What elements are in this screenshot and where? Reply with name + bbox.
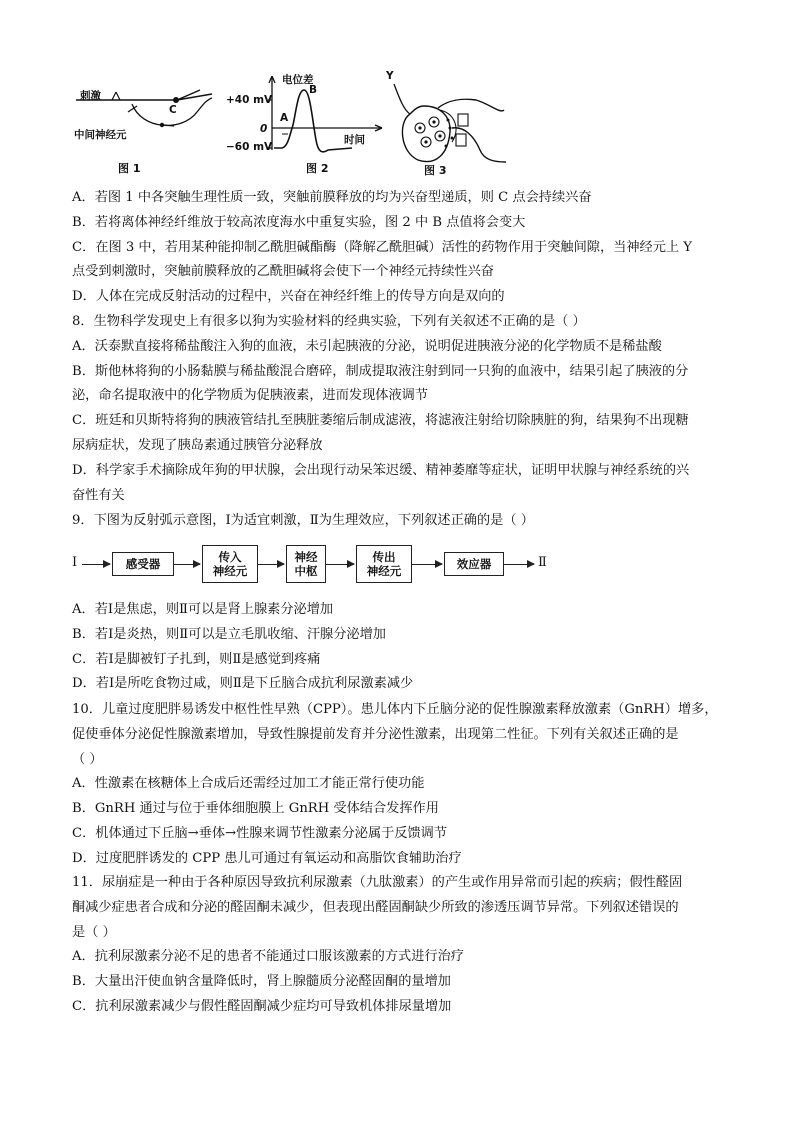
q8-option-c-cont: 尿病症状，发现了胰岛素通过胰管分泌释放	[72, 437, 323, 453]
figure-3-diagram	[384, 70, 512, 170]
flow-box-receptor	[112, 552, 174, 576]
flow-box-receptor-label: 感受器	[125, 557, 161, 571]
q11-option-b: B．大量出汗使血钠含量降低时，肾上腺髓质分泌醛固酮的量增加	[72, 974, 451, 990]
q11-option-c: C．抗利尿激素减少与假性醛固酮减少症均可导致机体排尿量增加	[72, 998, 452, 1014]
fig2-tick-bottom: −60 mV	[226, 141, 273, 153]
q10-stem-3: （ ）	[72, 751, 103, 767]
q9-options	[72, 598, 732, 697]
q8-option-c: C．班廷和贝斯特将狗的胰液管结扎至胰脏萎缩后制成滤液，将滤液注射给切除胰脏的狗，结果狗不出现糖	[72, 413, 689, 429]
q10-option-b: B．GnRH 通过与位于垂体细胞膜上 GnRH 受体结合发挥作用	[72, 801, 439, 817]
q9-stem: 9．下图为反射弧示意图，Ⅰ为适宜刺激，Ⅱ为生理效应，下列叙述正确的是（ ）	[72, 513, 534, 528]
q7-option-d: D．人体在完成反射活动的过程中，兴奋在神经纤维上的传导方向是双向的	[72, 289, 505, 305]
fig3-caption: 图 3	[424, 164, 447, 177]
q7-option-c: C．在图 3 中，若用某种能抑制乙酰胆碱酯酶（降解乙酰胆碱）活性的药物作用于突触间隙，当神经元上 Y	[72, 239, 693, 255]
question-8	[72, 310, 732, 508]
q11-stem-3: 是（ ）	[72, 924, 116, 940]
q8-stem: 8．生物科学发现史上有很多以狗为实验材料的经典实验，下列有关叙述不正确的是（ ）	[72, 314, 586, 329]
fig1-caption: 图 1	[118, 162, 141, 175]
flow-box-center	[286, 545, 326, 583]
q9-option-b: B．若Ⅰ是炎热，则Ⅱ可以是立毛肌收缩、汗腺分泌增加	[72, 626, 386, 642]
fig1-neuron-label: 中间神经元	[74, 129, 127, 141]
fig2-point-b: B	[309, 84, 318, 96]
q10-stem-1: 10．儿童过度肥胖易诱发中枢性性早熟（CPP）。患儿体内下丘脑分泌的促性腺激素释放激素（GnRH）增多，	[72, 702, 718, 717]
figure-3	[384, 70, 512, 182]
q8-option-d: D．科学家手术摘除成年狗的甲状腺，会出现行动呆笨迟缓、精神萎靡等症状，证明甲状腺与神经系统的兴	[72, 462, 690, 478]
figure-1-diagram	[72, 70, 222, 170]
q9-option-a: A．若Ⅰ是焦虑，则Ⅱ可以是肾上腺素分泌增加	[72, 602, 334, 617]
flow-arrow	[326, 564, 354, 565]
q11-stem-1: 11．尿崩症是一种由于各种原因导致抗利尿激素（九肽激素）的产生或作用异常而引起的疾病；假性醛固	[72, 875, 683, 890]
flow-box-afferent-line2: 神经元	[212, 564, 248, 578]
flow-arrow	[258, 564, 284, 565]
fig2-tick-zero: 0	[260, 123, 268, 135]
flow-box-afferent-line1: 传入	[218, 550, 242, 564]
fig3-point-y: Y	[386, 70, 394, 82]
flow-end-label: Ⅱ	[538, 555, 547, 570]
flow-box-efferent-line1: 传出	[372, 550, 396, 564]
fig1-point-c-label: C	[169, 104, 177, 116]
reflex-arc-diagram	[72, 543, 552, 589]
flow-box-effector	[444, 552, 504, 576]
figure-2	[222, 70, 387, 182]
q10-option-a: A．性激素在核糖体上合成后还需经过加工才能正常行使功能	[72, 776, 425, 792]
fig2-point-a: A	[280, 112, 289, 124]
question-9	[72, 509, 732, 534]
q7-options	[72, 186, 732, 310]
flow-arrow	[504, 564, 534, 565]
q8-option-d-cont: 奋性有关	[72, 487, 125, 503]
fig2-ylabel: 电位差	[282, 74, 314, 86]
figure-1	[72, 70, 222, 182]
q8-option-b-cont: 泌，命名提取液中的化学物质为促胰液素，进而发现体液调节	[72, 388, 429, 404]
fig2-caption: 图 2	[306, 162, 329, 175]
q11-option-a: A．抗利尿激素分泌不足的患者不能通过口服该激素的方式进行治疗	[72, 949, 464, 965]
flow-arrow	[174, 564, 200, 565]
flow-box-efferent	[356, 545, 412, 583]
flow-box-efferent-line2: 神经元	[366, 564, 402, 578]
flow-box-center-line1: 神经	[294, 550, 318, 564]
fig1-stimulus-label: 刺激	[80, 90, 101, 102]
flow-box-afferent	[202, 545, 258, 583]
figures-row	[72, 70, 512, 182]
q9-option-d: D．若Ⅰ是所吃食物过咸，则Ⅱ是下丘脑合成抗利尿激素减少	[72, 676, 414, 692]
flow-arrow	[412, 564, 442, 565]
q10-option-d: D．过度肥胖诱发的 CPP 患儿可通过有氧运动和高脂饮食辅助治疗	[72, 850, 462, 866]
question-10	[72, 698, 732, 872]
question-11	[72, 871, 732, 1020]
q7-option-c-cont: 点受到刺激时，突触前膜释放的乙酰胆碱将会使下一个神经元持续性兴奋	[72, 264, 494, 280]
q10-stem-2: 促使垂体分泌促性腺激素增加，导致性腺提前发育并分泌性激素，出现第二性征。下列有关叙述正确的是	[72, 726, 679, 742]
q9-option-c: C．若Ⅰ是脚被钉子扎到，则Ⅱ是感觉到疼痛	[72, 651, 321, 667]
flow-box-center-line2: 中枢	[294, 564, 318, 578]
q10-option-c: C．机体通过下丘脑→垂体→性腺来调节性激素分泌属于反馈调节	[72, 825, 448, 841]
q8-option-a: A．沃泰默直接将稀盐酸注入狗的血液，未引起胰液的分泌，说明促进胰液分泌的化学物质不是稀盐酸	[72, 338, 662, 354]
q11-stem-2: 酮减少症患者合成和分泌的醛固酮未减少，但表现出醛固酮缺少所致的渗透压调节异常。下列叙述错误的	[72, 899, 679, 915]
flow-start-label: Ⅰ	[72, 555, 78, 570]
flow-box-effector-label: 效应器	[456, 557, 492, 571]
q7-option-a: A．若图 1 中各突触生理性质一致，突触前膜释放的均为兴奋型递质，则 C 点会持续兴奋	[72, 190, 592, 205]
fig2-tick-top: +40 mV	[226, 94, 273, 106]
q8-option-b: B．斯他林将狗的小肠黏膜与稀盐酸混合磨碎，制成提取液注射到同一只狗的血液中，结果引起了胰液的分	[72, 363, 689, 379]
q7-option-b: B．若将离体神经纤维放于较高浓度海水中重复实验，图 2 中 B 点值将会变大	[72, 214, 526, 230]
flow-arrow	[82, 564, 110, 565]
fig2-xlabel: 时间	[344, 134, 365, 146]
